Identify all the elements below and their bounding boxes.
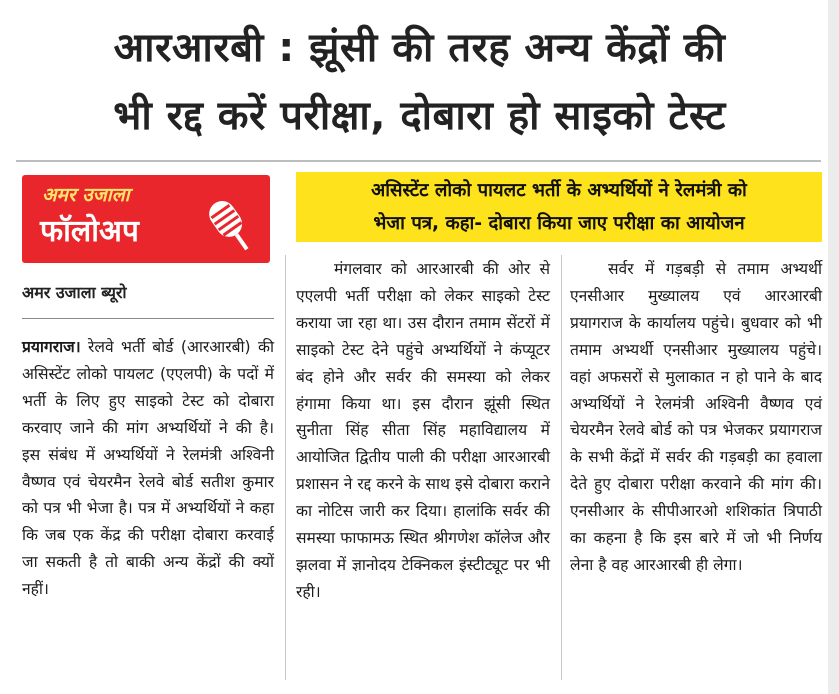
column-divider-2 (561, 255, 562, 680)
subheadline (296, 172, 822, 242)
column-divider-1 (285, 255, 286, 680)
microphone-icon (202, 193, 264, 259)
headline-line-2: भी रद्द करें परीक्षा, दोबारा हो साइको टेस्ट (113, 93, 726, 139)
logo-followup-text: फॉलोअप (40, 214, 139, 249)
article-column-1 (22, 334, 274, 603)
headline-divider (16, 160, 821, 162)
article-column-1-text: रेलवे भर्ती बोर्ड (आरआरबी) की असिस्टेंट लोको पायलट (एएलपी) के पदों में भर्ती के लिए हुए साइको टेस्ट को दोबारा करवाए जाने की मांग अभ्यर्थियों ने की है। इस संबंध में अभ्यर्थियों ने रेलमंत्री अश्विनी वैष्णव एवं चेयरमैन रेलवे बोर्ड सतीश कुमार को पत्र भी भेजा है। पत्र में अभ्यर्थियों ने कहा कि जब एक केंद्र की परीक्षा दोबारा करवाई जा सकती है तो बाकी अन्य केंद्रों की क्यों नहीं। (22, 338, 274, 599)
subheadline-line-1: असिस्टेंट लोको पायलट भर्ती के अभ्यर्थियों ने रेलमंत्री को (371, 180, 747, 201)
byline-divider (22, 318, 274, 319)
page-edge (828, 0, 839, 694)
dateline: प्रयागराज। (22, 338, 81, 356)
article-column-2 (296, 256, 550, 606)
byline: अमर उजाला ब्यूरो (22, 283, 127, 302)
logo-brand-text: अमर उजाला (42, 184, 130, 206)
headline (0, 14, 839, 150)
article-column-3-text: सर्वर में गड़बड़ी से तमाम अभ्यर्थी एनसीआर मुख्यालय एवं आरआरबी प्रयागराज के कार्यालय पहुंचे। बुधवार को भी तमाम अभ्यर्थी एनसीआर मुख्यालय पहुंचे। वहां अफसरों से मुलाकात न हो पाने के बाद अभ्यर्थियों ने रेलमंत्री अश्विनी वैष्णव एवं चेयरमैन रेलवे बोर्ड को पत्र भेजकर प्रयागराज के सभी केंद्रों में सर्वर की गड़बड़ी का हवाला देते हुए दोबारा परीक्षा करवाने की मांग की। एनसीआर के सीपीआरओ शशिकांत त्रिपाठी का कहना है कि इस बारे में जो भी निर्णय लेना है वह आरआरबी ही लेगा। (570, 260, 822, 574)
subheadline-line-2: भेजा पत्र, कहा- दोबारा किया जाए परीक्षा का आयोजन (373, 213, 745, 234)
followup-logo (22, 175, 270, 263)
article-column-2-text: मंगलवार को आरआरबी की ओर से एएलपी भर्ती परीक्षा को लेकर साइको टेस्ट कराया जा रहा था। उस दौरान तमाम सेंटरों में साइको टेस्ट देने पहुंचे अभ्यर्थियों ने कंप्यूटर बंद होने और सर्वर की समस्या को लेकर हंगामा किया था। इस दौरान झूंसी स्थित सुनीता सिंह सीता सिंह महाविद्यालय में आयोजित द्वितीय पाली की परीक्षा आरआरबी प्रशासन ने रद्द करने के साथ इसे दोबारा कराने का नोटिस जारी कर दिया। हालांकि सर्वर की समस्या फाफामऊ स्थित श्रीगणेश कॉलेज और झलवा में ज्ञानोदय टेक्निकल इंस्टीट्यूट पर भी रही। (296, 260, 550, 601)
article-column-3 (570, 256, 822, 579)
headline-line-1: आरआरबी : झूंसी की तरह अन्य केंद्रों की (113, 25, 726, 71)
